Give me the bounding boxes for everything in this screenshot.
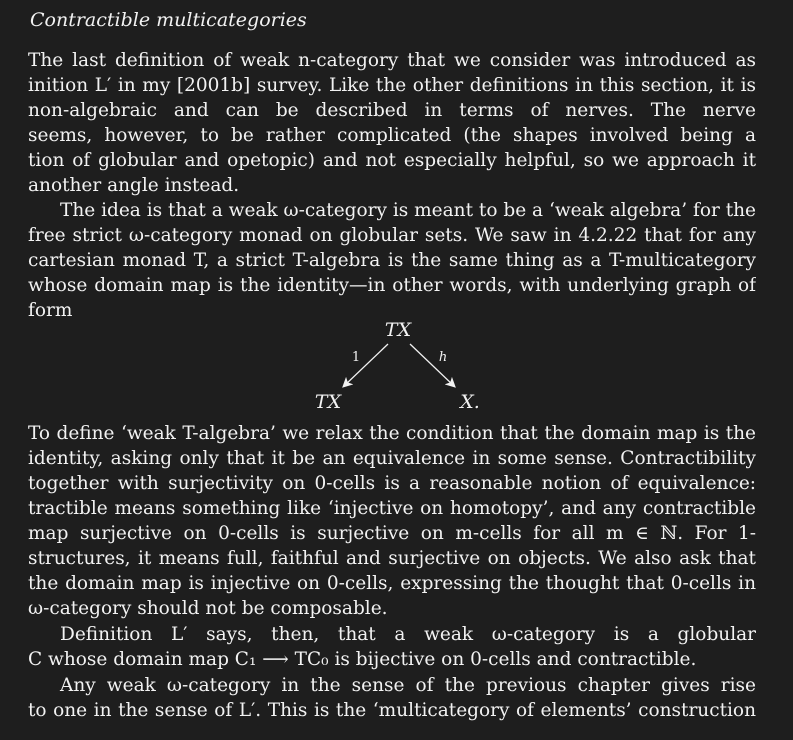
left-arrow — [344, 344, 388, 386]
text-line: to one in the sense of L′. This is the ‘multicategory of elements’ construction — [28, 700, 756, 721]
paragraph-5 — [28, 673, 756, 723]
paragraph-2 — [28, 198, 756, 323]
text-line: ω-category should not be composable. — [28, 598, 388, 619]
text-line: Definition L′ says, then, that a weak ω-category is a globular — [60, 624, 756, 645]
left-arrow-label: 1 — [351, 350, 361, 365]
text-line: free strict ω-category monad on globular sets. We saw in 4.2.22 that for any — [28, 225, 756, 246]
text-line: cartesian monad T, a strict T-algebra is the same thing as a T-multicategory — [28, 250, 756, 271]
text-line: seems, however, to be rather complicated (the shapes involved being a — [28, 125, 756, 146]
right-arrow — [410, 344, 454, 386]
text-line: tractible means something like ‘injective on homotopy’, and any contractible — [28, 498, 756, 519]
diagram-apex: TX — [384, 319, 412, 341]
text-line: another angle instead. — [28, 175, 240, 196]
right-arrow-label: h — [438, 350, 448, 365]
text-line: map surjective on 0-cells is surjective on m-cells for all m ∈ ℕ. For 1- — [28, 523, 756, 544]
text-line: The last definition of weak n-category that we consider was introduced as — [28, 50, 756, 71]
text-line: identity, asking only that it be an equivalence in some sense. Contractibility — [28, 448, 756, 469]
text-line: C whose domain map C₁ ⟶ TC₀ is bijective on 0-cells and contractible. — [28, 649, 697, 670]
text-line: structures, it means full, faithful and surjective on objects. We also ask that — [28, 548, 756, 569]
text-line: The idea is that a weak ω-category is meant to be a ‘weak algebra’ for the — [60, 200, 756, 221]
paragraph-1 — [28, 48, 756, 198]
diagram-right-node: X. — [460, 391, 480, 413]
text-line: To define ‘weak T-algebra’ we relax the condition that the domain map is the — [28, 423, 756, 444]
commutative-diagram — [300, 316, 500, 416]
text-line: the domain map is injective on 0-cells, expressing the thought that 0-cells in — [28, 573, 756, 594]
text-line: Any weak ω-category in the sense of the previous chapter gives rise — [60, 675, 756, 696]
text-line: whose domain map is the identity—in other words, with underlying graph of — [28, 275, 756, 296]
paragraph-4 — [28, 622, 756, 672]
paragraph-3 — [28, 421, 756, 621]
section-heading: Contractible multicategories — [30, 9, 307, 31]
text-line: inition L′ in my [2001b] survey. Like the other definitions in this section, it is — [28, 75, 756, 96]
text-line: tion of globular and opetopic) and not especially helpful, so we approach it — [28, 150, 756, 171]
text-line: together with surjectivity on 0-cells is a reasonable notion of equivalence: — [28, 473, 756, 494]
text-line: form — [28, 300, 73, 321]
diagram-left-node: TX — [314, 391, 342, 413]
text-line: non-algebraic and can be described in terms of nerves. The nerve — [28, 100, 756, 121]
